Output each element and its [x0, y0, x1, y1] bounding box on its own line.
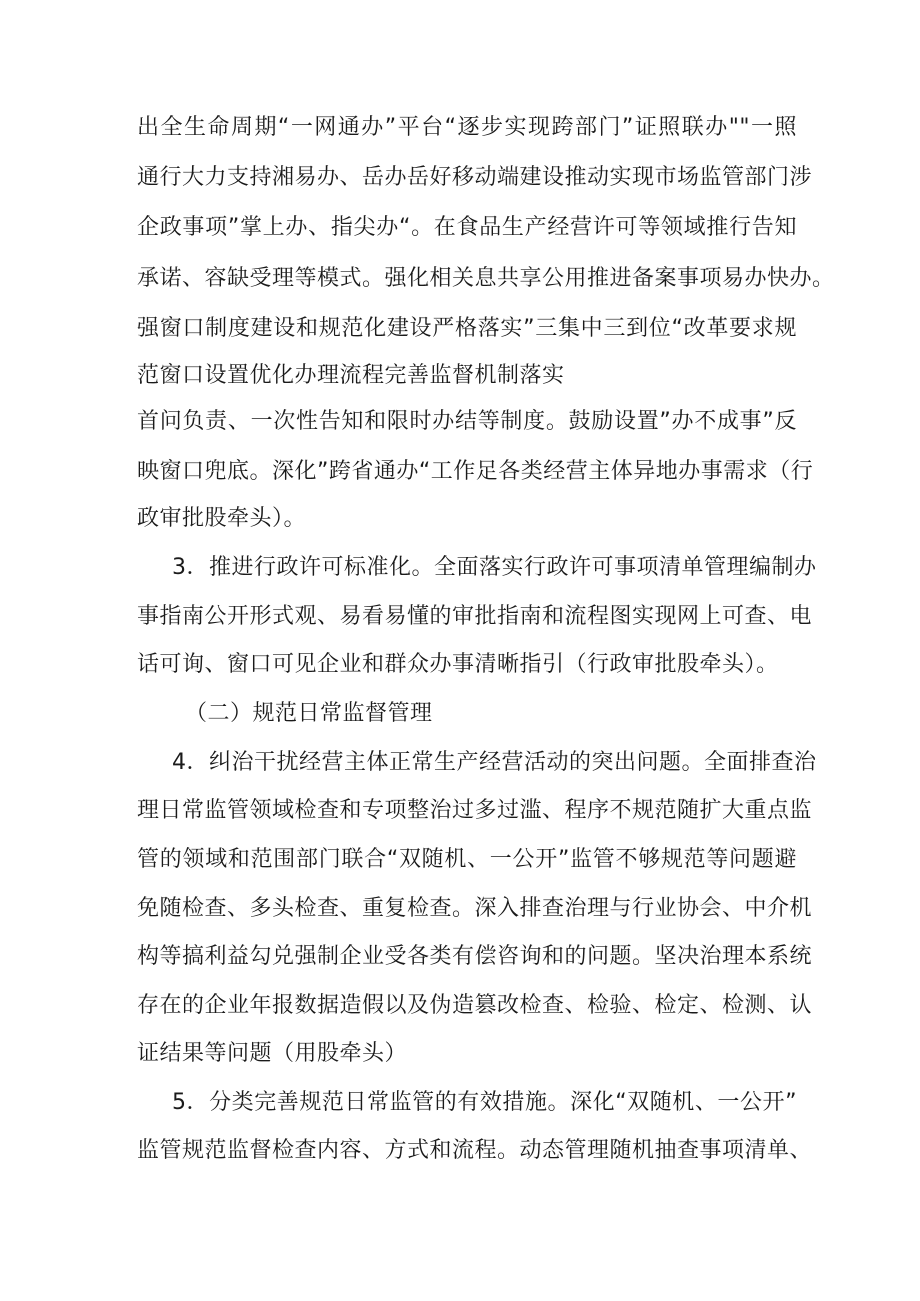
text-line-12: 话可询、窗口可见企业和群众办事清晰指引（行政审批股牵头）。: [137, 652, 779, 677]
text-line-9: 政审批股牵头）。: [137, 506, 307, 531]
text-line-20: 5．分类完善规范日常监管的有效措施。深化“双随机、一公开”: [172, 1090, 797, 1115]
text-line-7: 首问负责、一次性告知和限时办结等制度。鼓励设置”办不成事”反: [137, 409, 797, 434]
text-line-16: 免随检查、多头检查、重复检查。深入排查治理与行业协会、中介机: [137, 896, 813, 921]
text-line-21: 监管规范监督检查内容、方式和流程。动态管理随机抽查事项清单、: [137, 1138, 813, 1163]
text-line-10: 3．推进行政许可标准化。全面落实行政许可事项清单管理编制办: [172, 555, 817, 580]
text-line-1: 出全生命周期“一网通办”平台“逐步实现跨部门”证照联办""一照: [137, 115, 797, 140]
text-line-3: 企政事项”掌上办、指尖办“。在食品生产经营许可等领域推行告知: [137, 215, 797, 240]
text-line-8: 映窗口兜底。深化”跨省通办“工作足各类经营主体异地办事需求（行: [137, 459, 814, 484]
text-line-5: 强窗口制度建设和规范化建设严格落实”三集中三到位“改革要求规: [137, 316, 797, 341]
text-line-13: 4．纠治干扰经营主体正常生产经营活动的突出问题。全面排查治: [172, 750, 817, 775]
text-line-17: 构等搞利益勾兑强制企业受各类有偿咨询和的问题。坚决治理本系统: [137, 944, 813, 969]
text-line-6: 范窗口设置优化办理流程完善监督机制落实: [137, 363, 565, 388]
section-heading: （二）规范日常监督管理: [185, 701, 433, 726]
text-line-15: 管的领域和范围部门联合“双随机、一公开”监管不够规范等问题避: [137, 847, 797, 872]
text-line-4: 承诺、容缺受理等模式。强化相关息共享公用推进备案事项易办快办。: [137, 266, 835, 291]
text-line-18: 存在的企业年报数据造假以及伪造篡改检查、检验、检定、检测、认: [137, 993, 813, 1018]
text-line-14: 理日常监管领域检查和专项整治过多过滥、程序不规范随扩大重点监: [137, 798, 813, 823]
text-line-19: 证结果等问题（用股牵头）: [137, 1041, 408, 1066]
text-line-2: 通行大力支持湘易办、岳办岳好移动端建设推动实现市场监管部门涉: [137, 165, 813, 190]
text-line-11: 事指南公开形式观、易看易懂的审批指南和流程图实现网上可查、电: [137, 604, 813, 629]
